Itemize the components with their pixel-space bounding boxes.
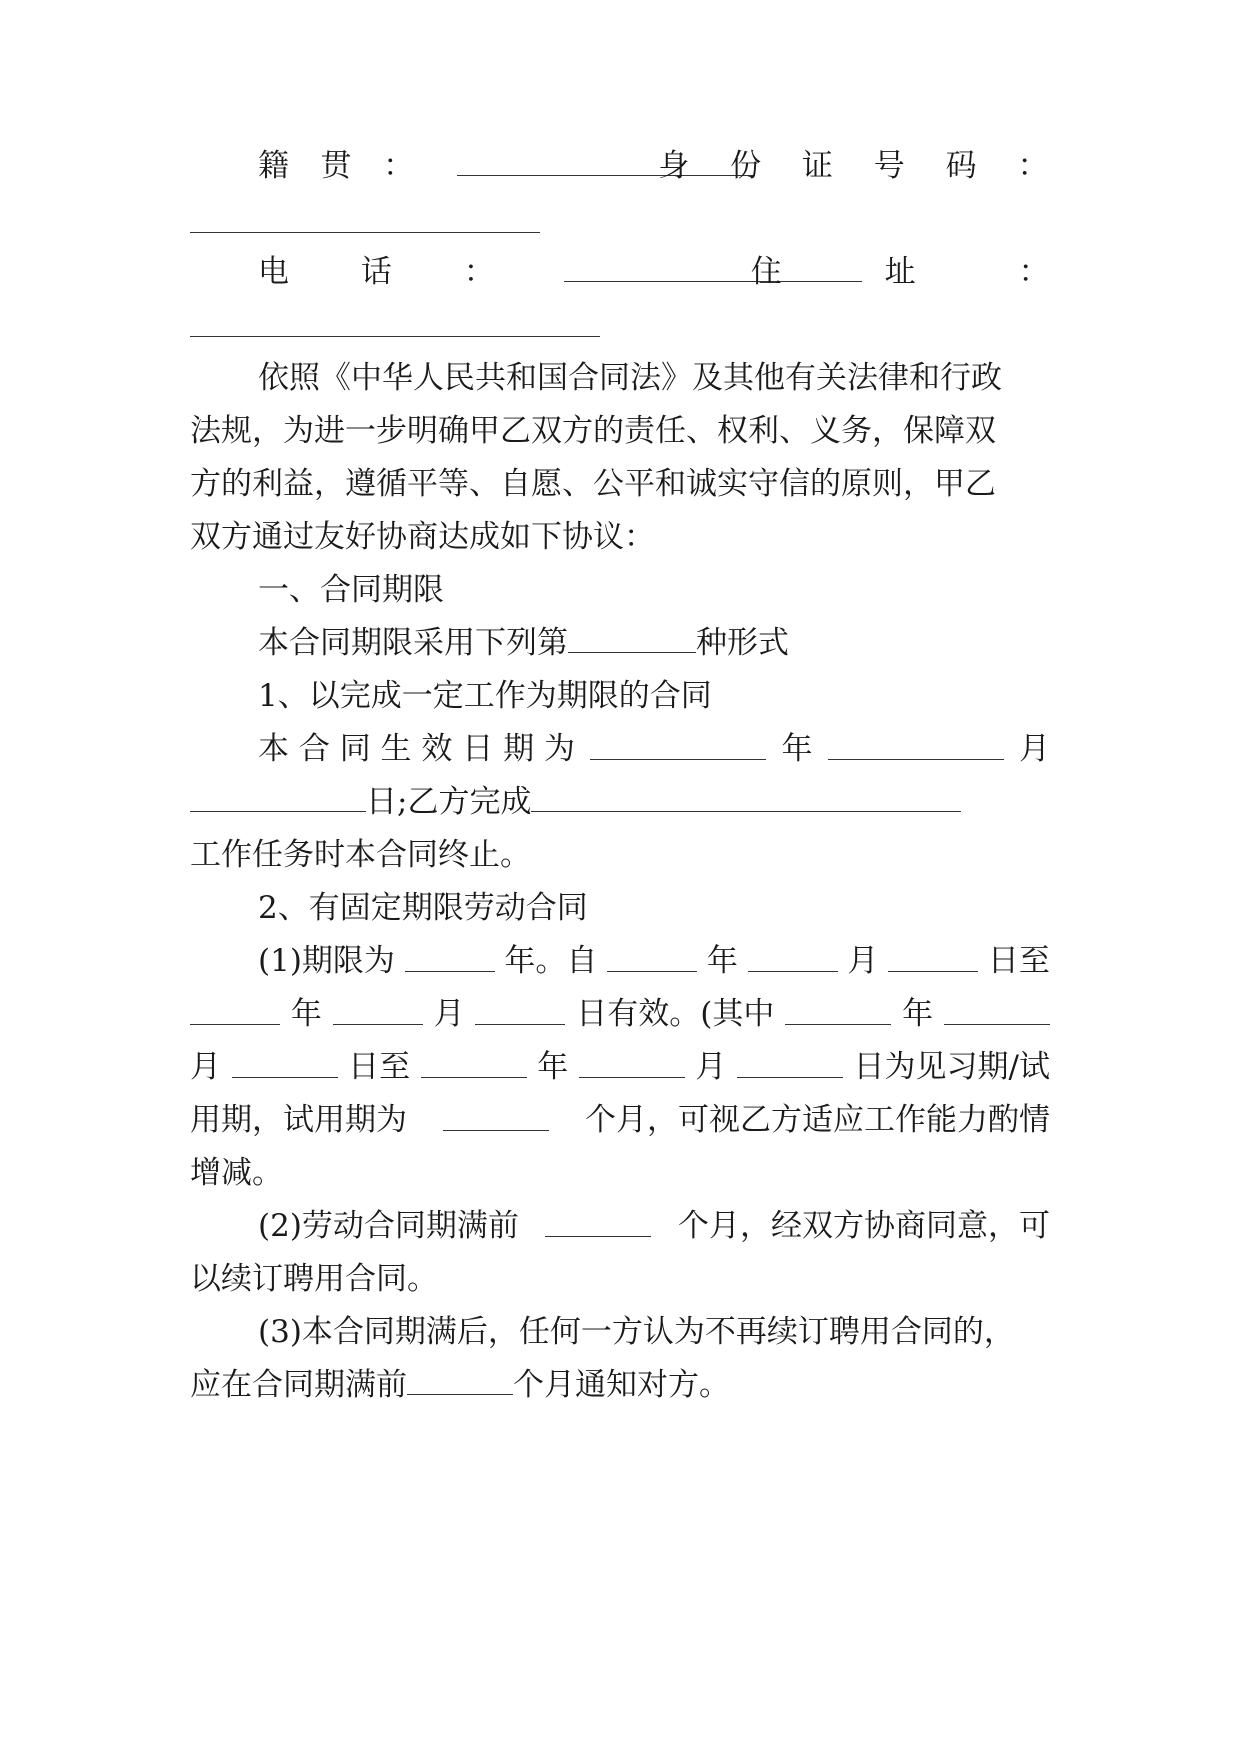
- p1-text-e: 日至: [987, 943, 1050, 979]
- item-1-line-3: 工作任务时本合同终止。: [190, 837, 531, 873]
- id-number-label: 身 份 证 号 码 ：: [658, 148, 1064, 184]
- item-1-line-2: [190, 774, 1050, 830]
- item-1-effective-label: 本 合 同 生 效 日 期 为: [258, 731, 575, 767]
- item-2-p1-line-2: [190, 986, 1050, 1042]
- p1-l3-text-c: 年: [537, 1049, 569, 1085]
- item-2-p3-line-1: (3)本合同期满后，任何一方认为不再续订聘用合同的，: [258, 1314, 1015, 1350]
- p1-l2-text-c: 日有效。(其中: [576, 996, 775, 1032]
- term-form-text-b: 种形式: [696, 625, 789, 661]
- p1-l2-text-d: 年: [902, 996, 934, 1032]
- term-form-text-a: 本合同期限采用下列第: [258, 625, 568, 661]
- p1-l4-text-a: 用期，试用期为: [190, 1102, 407, 1138]
- preamble-line-2: 法规，为进一步明确甲乙双方的责任、权利、义务，保障双: [190, 413, 996, 449]
- item-2-p2-line-1: [258, 1198, 1050, 1254]
- probation-end-day-blank[interactable]: [737, 1057, 843, 1078]
- p2-text-a: (2)劳动合同期满前: [258, 1208, 519, 1244]
- p1-l3-text-d: 月: [695, 1049, 727, 1085]
- start-day-blank[interactable]: [888, 951, 978, 972]
- native-place-row: [258, 138, 1064, 194]
- p3-text-b: 个月通知对方。: [513, 1367, 730, 1403]
- native-place-label: 籍 贯 ：: [258, 148, 425, 184]
- section-1-title: 一、合同期限: [258, 572, 444, 608]
- start-month-blank[interactable]: [748, 951, 838, 972]
- renewal-months-blank[interactable]: [545, 1216, 651, 1237]
- term-form-line: [258, 615, 1050, 671]
- p1-l2-text-a: 年: [290, 996, 322, 1032]
- probation-start-year-blank[interactable]: [785, 1004, 891, 1025]
- preamble-line-1: 依照《中华人民共和国合同法》及其他有关法律和行政: [258, 360, 1002, 396]
- p1-l3-text-a: 月: [190, 1049, 221, 1085]
- item-2-p1-line-3: [190, 1039, 1050, 1095]
- phone-row: [258, 244, 1096, 300]
- effective-year-blank[interactable]: [590, 739, 766, 760]
- preamble-line-3: 方的利益，遵循平等、自愿、公平和诚实守信的原则，甲乙: [190, 466, 996, 502]
- p1-l3-text-e: 日为见习期/试: [853, 1049, 1050, 1085]
- preamble-line-4: 双方通过友好协商达成如下协议：: [190, 519, 655, 555]
- start-year-blank[interactable]: [607, 951, 697, 972]
- notice-months-blank[interactable]: [407, 1374, 513, 1395]
- item-2-p3-line-2: [190, 1357, 1050, 1413]
- item-2-title: 2、有固定期限劳动合同: [258, 890, 588, 926]
- task-blank[interactable]: [531, 791, 961, 812]
- probation-start-month-blank[interactable]: [944, 1004, 1050, 1025]
- item-1-title: 1、以完成一定工作为期限的合同: [258, 678, 712, 714]
- phone-label: 电 话 ：: [258, 254, 526, 290]
- effective-day-blank[interactable]: [190, 791, 366, 812]
- item-2-p1-line-4: [190, 1092, 1050, 1148]
- p1-text-d: 月: [847, 943, 879, 979]
- p1-text-c: 年: [706, 943, 738, 979]
- end-month-blank[interactable]: [333, 1004, 423, 1025]
- address-blank[interactable]: [190, 336, 600, 337]
- item-2-p1-line-5: 增减。: [190, 1155, 283, 1191]
- effective-month-blank[interactable]: [828, 739, 1004, 760]
- p1-text-b: 年。自: [504, 943, 598, 979]
- probation-end-year-blank[interactable]: [421, 1057, 527, 1078]
- p1-l3-text-b: 日至: [348, 1049, 411, 1085]
- probation-start-day-blank[interactable]: [232, 1057, 338, 1078]
- address-label: 住 址 ：: [750, 254, 1096, 290]
- day-complete-text: 日;乙方完成: [366, 784, 532, 820]
- end-day-blank[interactable]: [475, 1004, 565, 1025]
- p1-l4-text-b: 个月，可视乙方适应工作能力酌情: [585, 1102, 1050, 1138]
- year-text: 年: [781, 731, 813, 767]
- item-2-p1-line-1: [258, 933, 1050, 989]
- p1-l2-text-b: 月: [433, 996, 465, 1032]
- end-year-blank[interactable]: [190, 1004, 280, 1025]
- item-2-p2-line-2: 以续订聘用合同。: [190, 1261, 438, 1297]
- term-years-blank[interactable]: [405, 951, 495, 972]
- p2-text-b: 个月，经双方协商同意，可: [677, 1208, 1050, 1244]
- p1-text-a: (1)期限为: [258, 943, 395, 979]
- p3-text-a: 应在合同期满前: [190, 1367, 407, 1403]
- probation-end-month-blank[interactable]: [579, 1057, 685, 1078]
- month-text: 月: [1018, 731, 1050, 767]
- item-1-line-1: [258, 721, 1050, 777]
- term-form-blank[interactable]: [568, 632, 696, 653]
- probation-months-blank[interactable]: [443, 1110, 549, 1131]
- id-number-blank[interactable]: [190, 232, 540, 233]
